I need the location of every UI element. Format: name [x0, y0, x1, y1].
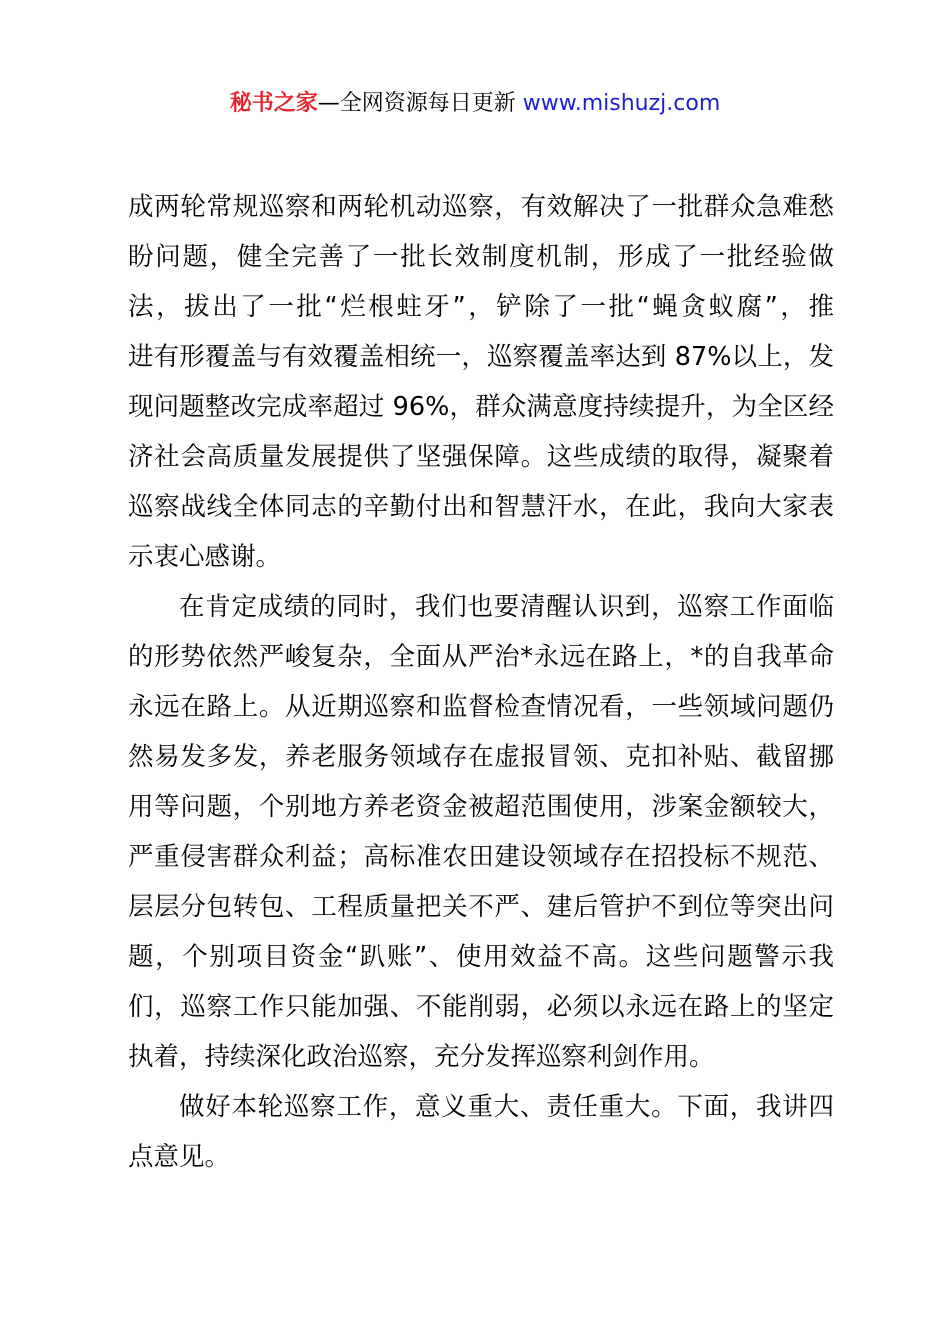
- site-tagline: —全网资源每日更新: [317, 91, 523, 116]
- text-line: 在肯定成绩的同时，我们也要清醒认识到，巡察工作面临: [179, 592, 834, 622]
- text-line: 现问题整改完成率超过 96%，群众满意度持续提升，为全区经: [128, 392, 834, 422]
- document-body: [128, 182, 834, 1182]
- paragraph-intro-opinions: [128, 1082, 834, 1182]
- site-url-link[interactable]: www.mishuzj.com: [522, 91, 721, 116]
- text-line: 点意见。: [128, 1142, 231, 1172]
- paragraph-achievements: [128, 182, 834, 582]
- text-line: 法，拔出了一批“烂根蛀牙”，铲除了一批“蝇贪蚁腐”，推: [128, 292, 834, 322]
- site-brand: 秘书之家: [229, 91, 318, 116]
- text-line: 层层分包转包、工程质量把关不严、建后管护不到位等突出问: [128, 892, 834, 922]
- text-line: 的形势依然严峻复杂，全面从严治*永远在路上，*的自我革命: [128, 642, 834, 672]
- text-line: 做好本轮巡察工作，意义重大、责任重大。下面，我讲四: [179, 1092, 834, 1122]
- text-line: 们，巡察工作只能加强、不能削弱，必须以永远在路上的坚定: [128, 992, 834, 1022]
- text-line: 济社会高质量发展提供了坚强保障。这些成绩的取得，凝聚着: [128, 442, 834, 472]
- text-line: 执着，持续深化政治巡察，充分发挥巡察利剑作用。: [128, 1042, 715, 1072]
- text-line: 然易发多发，养老服务领域存在虚报冒领、克扣补贴、截留挪: [128, 742, 834, 772]
- text-line: 题，个别项目资金“趴账”、使用效益不高。这些问题警示我: [128, 942, 834, 972]
- text-line: 进有形覆盖与有效覆盖相统一，巡察覆盖率达到 87%以上，发: [128, 342, 834, 372]
- text-line: 严重侵害群众利益；高标准农田建设领域存在招投标不规范、: [128, 842, 834, 872]
- text-line: 永远在路上。从近期巡察和监督检查情况看，一些领域问题仍: [128, 692, 834, 722]
- paragraph-situation: [128, 582, 834, 1082]
- text-line: 成两轮常规巡察和两轮机动巡察，有效解决了一批群众急难愁: [128, 192, 834, 222]
- text-line: 巡察战线全体同志的辛勤付出和智慧汗水，在此，我向大家表: [128, 492, 834, 522]
- page-header: [0, 88, 950, 120]
- text-line: 示衷心感谢。: [128, 542, 282, 572]
- text-line: 盼问题，健全完善了一批长效制度机制，形成了一批经验做: [128, 242, 834, 272]
- text-line: 用等问题，个别地方养老资金被超范围使用，涉案金额较大，: [128, 792, 834, 822]
